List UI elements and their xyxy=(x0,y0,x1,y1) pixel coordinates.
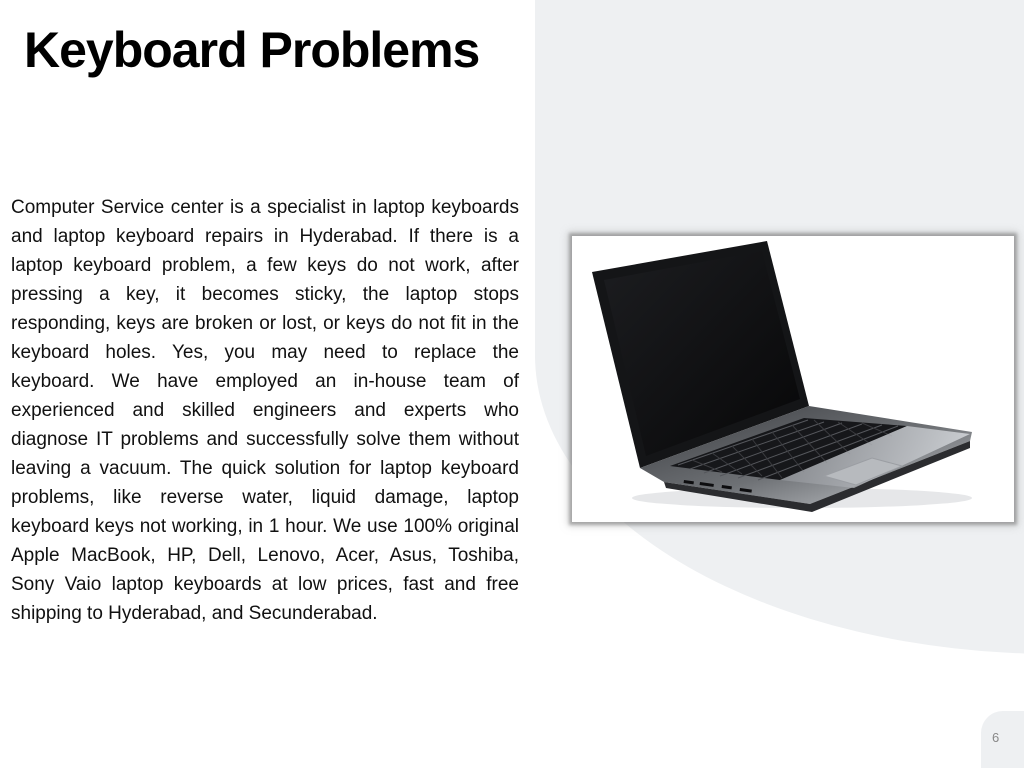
slide-body-text: Computer Service center is a specialist in laptop keyboards and laptop keyboard repairs in Hyderabad. If there is a laptop keyboard problem, a few keys do not work, after pressing a key, it becomes sticky, the laptop stops responding, keys are broken or lost, or keys do not fit in the keyboard holes. Yes, you may need to replace the keyboard. We have employed an in-house team of experienced and skilled engineers and experts who diagnose IT problems and successfully solve them without leaving a vacuum. The quick solution for laptop keyboard problems, like reverse water, liquid damage, laptop keyboard keys not working, in 1 hour. We use 100% original Apple MacBook, HP, Dell, Lenovo, Acer, Asus, Toshiba, Sony Vaio laptop keyboards at low prices, fast and free shipping to Hyderabad, and Secunderabad. xyxy=(11,197,519,624)
slide-title: Keyboard Problems xyxy=(24,22,480,78)
laptop-photo-frame xyxy=(572,236,1014,522)
page-number: 6 xyxy=(992,730,1000,745)
page-number-tab xyxy=(981,711,1024,768)
laptop-photo xyxy=(572,236,1014,522)
